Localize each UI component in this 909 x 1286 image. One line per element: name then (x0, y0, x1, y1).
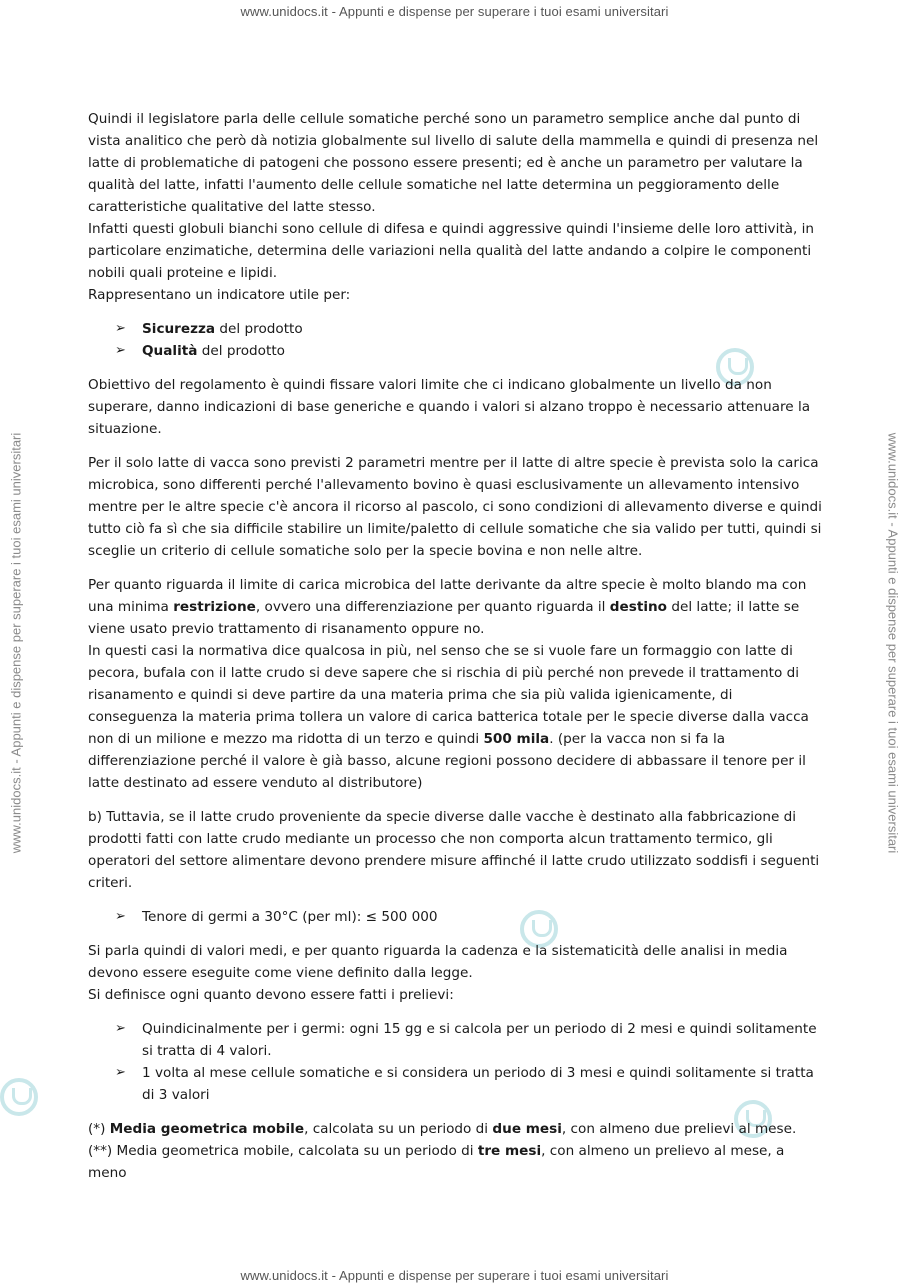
paragraph: b) Tuttavia, se il latte crudo proveniente da specie diverse dalle vacche è destinato alla fabbricazione di prodotti fatti con latte crudo mediante un processo che non comporta alcun trattamento termico, gli operatori del settore alimentare devono prendere misure affinché il latte crudo utilizzato soddisfi i seguenti criteri. (88, 809, 820, 891)
paragraph: Infatti questi globuli bianchi sono cellule di difesa e quindi aggressive quindi l'insieme delle loro attività, in particolare enzimatiche, determina delle variazioni nella qualità del latte andando a colpire le componenti nobili quali proteine e lipidi. (88, 221, 815, 281)
paragraph: Per il solo latte di vacca sono previsti 2 parametri mentre per il latte di altre specie è prevista solo la carica microbica, sono differenti perché l'allevamento bovino è quasi esclusivamente un allevamento intensivo mentre per le altre specie c'è ancora il ricorso al pascolo, ci sono condizioni di allevamento diverse e quindi tutto ciò fa sì che sia difficile stabilire un limite/paletto di cellule somatiche che sia valido per tutti, quindi si sceglie un criterio di cellule somatiche solo per la specie bovina e non nelle altre. (88, 455, 822, 559)
watermark-right: www.unidocs.it - Appunti e dispense per superare i tuoi esami universitari (885, 432, 901, 854)
list-item: ➢ Qualità del prodotto (88, 340, 826, 362)
bullet-list (88, 318, 826, 362)
paragraph: Rappresentano un indicatore utile per: (88, 287, 351, 303)
watermark-bottom: www.unidocs.it - Appunti e dispense per superare i tuoi esami universitari (240, 1268, 669, 1283)
list-item: ➢ 1 volta al mese cellule somatiche e si considera un periodo di 3 mesi e quindi solitamente si tratta di 3 valori (88, 1062, 826, 1106)
footnote: (*) Media geometrica mobile, calcolata su un periodo di due mesi, con almeno due prelievi al mese. (88, 1121, 797, 1137)
footnote: (**) Media geometrica mobile, calcolata su un periodo di tre mesi, con almeno un prelievo al mese, a meno (88, 1143, 785, 1181)
document-body (88, 108, 826, 1184)
paragraph: Si parla quindi di valori medi, e per quanto riguarda la cadenza e la sistematicità delle analisi in media devono essere eseguite come viene definito dalla legge. (88, 943, 788, 981)
unidocs-logo-icon (0, 1078, 38, 1116)
watermark-top: www.unidocs.it - Appunti e dispense per superare i tuoi esami universitari (240, 4, 669, 19)
bullet-list (88, 1018, 826, 1106)
bullet-list (88, 906, 826, 928)
paragraph: Si definisce ogni quanto devono essere fatti i prelievi: (88, 987, 454, 1003)
list-item: ➢ Sicurezza del prodotto (88, 318, 826, 340)
paragraph: Per quanto riguarda il limite di carica microbica del latte derivante da altre specie è molto blando ma con una minima restrizione, ovvero una differenziazione per quanto riguarda il destino del latte; il latte se viene usato previo trattamento di risanamento oppure no. (88, 577, 807, 637)
list-item: ➢ Quindicinalmente per i germi: ogni 15 gg e si calcola per un periodo di 2 mesi e quindi solitamente si tratta di 4 valori. (88, 1018, 826, 1062)
paragraph: Obiettivo del regolamento è quindi fissare valori limite che ci indicano globalmente un livello da non superare, danno indicazioni di base generiche e quando i valori si alzano troppo è necessario attenuare la situazione. (88, 377, 811, 437)
paragraph: In questi casi la normativa dice qualcosa in più, nel senso che se si vuole fare un formaggio con latte di pecora, bufala con il latte crudo si deve sapere che si rischia di più perché non prevede il trattamento di risanamento e quindi si deve partire da una materia prima che sia più valida igienicamente, di conseguenza la materia prima tollera un valore di carica batterica totale per le specie diverse dalla vacca non di un milione e mezzo ma ridotta di un terzo e quindi 500 mila. (per la vacca non si fa la differenziazione perché il valore è già basso, alcune regioni possono decidere di abbassare il tenore per il latte destinato ad essere venduto al distributore) (88, 643, 809, 791)
watermark-left: www.unidocs.it - Appunti e dispense per superare i tuoi esami universitari (8, 432, 24, 854)
paragraph: Quindi il legislatore parla delle cellule somatiche perché sono un parametro semplice anche dal punto di vista analitico che però dà notizia globalmente sul livello di salute della mammella e quindi di presenza nel latte di problematiche di patogeni che possono essere presenti; ed è anche un parametro per valutare la qualità del latte, infatti l'aumento delle cellule somatiche nel latte determina un peggioramento delle caratteristiche qualitative del latte stesso. (88, 111, 819, 215)
list-item: ➢ Tenore di germi a 30°C (per ml): ≤ 500 000 (88, 906, 826, 928)
